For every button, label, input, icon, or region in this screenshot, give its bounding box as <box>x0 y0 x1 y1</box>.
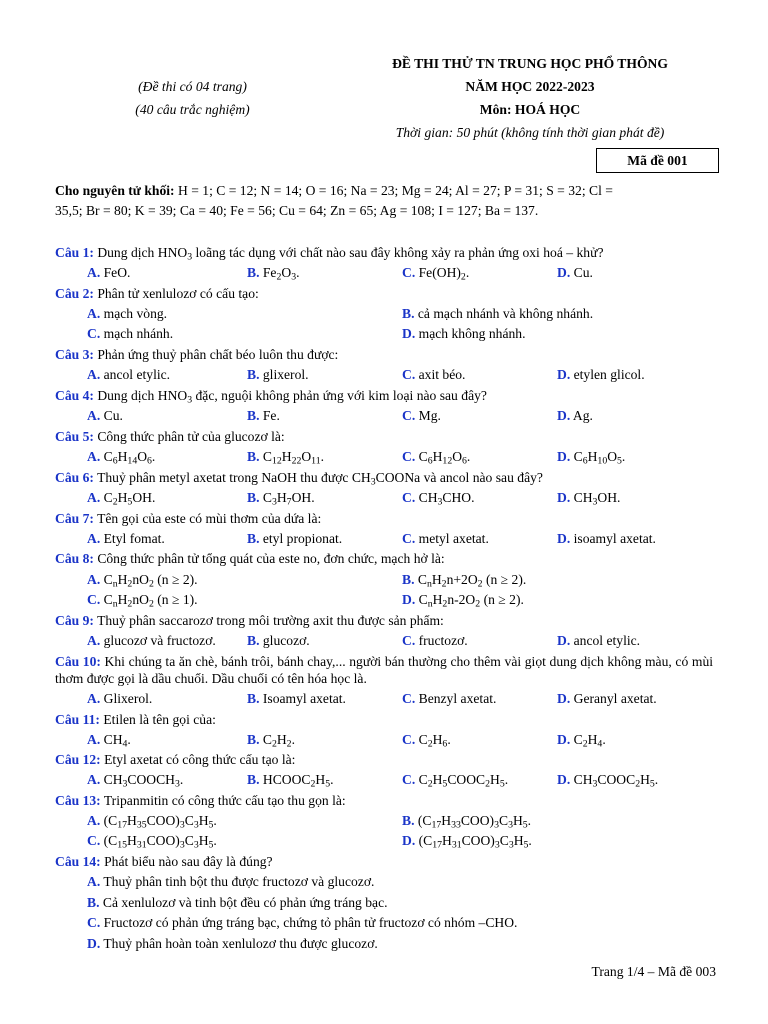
option-text: $CH_3COOCH_3$. <box>103 772 184 790</box>
option-letter: C. <box>402 531 416 546</box>
question-stem <box>55 711 715 728</box>
option-letter: C. <box>402 633 416 648</box>
answer-option[interactable] <box>402 489 475 506</box>
option-letter: C. <box>402 367 416 382</box>
option-letter: A. <box>87 772 101 787</box>
question-text: Thuỷ phân saccarozơ trong môi trường axit thu được sản phẩm: <box>97 613 444 628</box>
question-number: Câu 1: <box>55 245 94 260</box>
atomic-masses <box>55 181 715 221</box>
question-number: Câu 10: <box>55 654 101 669</box>
option-letter: D. <box>557 633 571 648</box>
option-text: mạch vòng. <box>103 306 168 321</box>
option-letter: B. <box>247 691 260 706</box>
question-number: Câu 12: <box>55 752 101 767</box>
option-letter: C. <box>402 408 416 423</box>
option-text: Cu. <box>573 265 593 280</box>
option-letter: A. <box>87 691 101 706</box>
answer-option[interactable] <box>247 632 310 649</box>
option-text: $C_6H_{10}O_5$. <box>573 449 626 467</box>
question-text: Phát biểu nào sau đây là đúng? <box>104 854 273 869</box>
answer-option[interactable] <box>402 325 526 342</box>
option-letter: A. <box>87 874 101 889</box>
answer-option[interactable] <box>87 571 198 588</box>
option-letter: A. <box>87 732 101 747</box>
option-text: $C_nH_2nO_2$ (n ≥ 1). <box>103 592 198 610</box>
option-text: axit béo. <box>418 367 466 382</box>
answer-option[interactable] <box>247 771 333 788</box>
exam-code-box: Mã đề 001 <box>596 148 719 173</box>
question-number: Câu 9: <box>55 613 94 628</box>
answer-option[interactable] <box>87 407 123 424</box>
option-letter: A. <box>87 265 101 280</box>
answer-option[interactable] <box>402 407 441 424</box>
option-text: $HCOOC_2H_5$. <box>262 772 334 790</box>
answer-option[interactable] <box>557 771 658 788</box>
option-text: Fructozơ có phản ứng tráng bạc, chứng tỏ phân tử fructozơ có nhóm –CHO. <box>103 915 518 930</box>
option-text: glucozơ. <box>262 633 310 648</box>
answer-option[interactable] <box>402 264 469 281</box>
option-letter: B. <box>87 895 100 910</box>
answer-option[interactable] <box>87 264 130 281</box>
answer-option[interactable] <box>87 731 131 748</box>
question-number: Câu 3: <box>55 347 94 362</box>
answer-option[interactable] <box>402 771 508 788</box>
option-text: Ag. <box>572 408 593 423</box>
option-text: fructozơ. <box>418 633 468 648</box>
subject: Môn: HOÁ HỌC <box>479 102 581 117</box>
option-text: $CH_3OH$. <box>573 490 621 508</box>
question-text: Phân tử xenlulozơ có cấu tạo: <box>97 286 259 301</box>
option-text: $C_2H_5COOC_2H_5$. <box>418 772 509 790</box>
option-letter: B. <box>247 531 260 546</box>
option-text: $(C_{17}H_{35}COO)_3C_3H_5$. <box>103 813 217 831</box>
question-number: Câu 13: <box>55 793 101 808</box>
answer-option[interactable] <box>247 731 295 748</box>
option-letter: A. <box>87 449 101 464</box>
question-text: Dung dịch $HNO_3$ đặc, nguội không phản ứng với kim loại nào sau đây? <box>97 388 487 406</box>
option-text: ancol etylic. <box>573 633 641 648</box>
option-letter: C. <box>402 691 416 706</box>
option-text: Fe. <box>262 408 280 423</box>
answer-option[interactable] <box>247 690 346 707</box>
answer-option[interactable] <box>87 530 165 547</box>
option-text: $(C_{15}H_{31}COO)_3C_3H_5$. <box>103 833 217 851</box>
option-letter: C. <box>402 772 416 787</box>
answer-option[interactable] <box>87 591 198 608</box>
question-stem <box>55 853 715 870</box>
option-letter: C. <box>402 265 416 280</box>
option-letter: D. <box>557 490 571 505</box>
option-text: Thuỷ phân tinh bột thu được fructozơ và glucozơ. <box>103 874 375 889</box>
option-letter: A. <box>87 408 101 423</box>
answer-option[interactable] <box>402 448 470 465</box>
question-text: Dung dịch $HNO_3$ loãng tác dụng với chất nào sau đây không xảy ra phản ứng oxi hoá – khử? <box>97 245 604 263</box>
question-stem <box>55 550 715 567</box>
option-text: $C_nH_2n-2O_2$ (n ≥ 2). <box>418 592 524 610</box>
option-letter: C. <box>402 449 416 464</box>
answer-option[interactable] <box>87 305 167 322</box>
option-letter: B. <box>247 367 260 382</box>
answer-option[interactable] <box>247 448 324 465</box>
option-letter: B. <box>247 490 260 505</box>
question-number: Câu 7: <box>55 511 94 526</box>
question-number: Câu 2: <box>55 286 94 301</box>
answer-option[interactable] <box>87 325 173 342</box>
answer-option[interactable] <box>557 530 656 547</box>
answer-option[interactable] <box>247 489 315 506</box>
question-text: Khi chúng ta ăn chè, bánh trôi, bánh chay,... người bán thường cho thêm vài giọt dung dịch không màu, có mùi thơm được gọi là dầu chuối. Dầu chuối có tên hóa học là. <box>55 654 714 686</box>
question-stem <box>55 428 715 445</box>
option-letter: B. <box>247 449 260 464</box>
answer-option[interactable] <box>557 489 620 506</box>
answer-option[interactable] <box>87 366 170 383</box>
question-stem <box>55 469 715 486</box>
option-text: mạch không nhánh. <box>418 326 526 341</box>
school-year: NĂM HỌC 2022-2023 <box>465 79 595 94</box>
answer-option[interactable] <box>557 366 645 383</box>
answer-option[interactable] <box>247 366 309 383</box>
question-stem <box>55 285 715 302</box>
question-text: Thuỷ phân metyl axetat trong NaOH thu được $CH_3COONa$ và ancol nào sau đây? <box>97 470 543 488</box>
option-letter: D. <box>557 367 571 382</box>
option-text: Mg. <box>418 408 441 423</box>
answer-option[interactable] <box>402 530 489 547</box>
option-letter: D. <box>402 833 416 848</box>
answer-option[interactable] <box>402 731 451 748</box>
option-text: $C_2H_6$. <box>418 732 451 750</box>
question-text: Tripanmitin có công thức cấu tạo thu gọn là: <box>103 793 346 808</box>
question-text: Tên gọi của este có mùi thơm của dứa là: <box>97 511 322 526</box>
option-text: $Fe_2O_3$. <box>262 265 300 283</box>
option-text: ancol etylic. <box>103 367 171 382</box>
exam-title: ĐỀ THI THỬ TN TRUNG HỌC PHỔ THÔNG <box>392 56 668 71</box>
question-number: Câu 8: <box>55 551 94 566</box>
option-letter: D. <box>557 772 571 787</box>
option-letter: C. <box>87 592 101 607</box>
answer-option[interactable] <box>402 571 526 588</box>
option-letter: A. <box>87 367 101 382</box>
option-text: $C_2H_5OH$. <box>103 490 156 508</box>
option-letter: B. <box>247 408 260 423</box>
question-stem <box>55 751 715 768</box>
option-text: glucozơ và fructozơ. <box>103 633 216 648</box>
answer-option[interactable] <box>402 591 524 608</box>
option-letter: D. <box>557 732 571 747</box>
option-text: Thuỷ phân hoàn toàn xenlulozơ thu được glucozơ. <box>103 936 378 951</box>
option-text: Etyl fomat. <box>103 531 165 546</box>
question-stem <box>55 653 713 687</box>
answer-option[interactable] <box>87 690 152 707</box>
answer-option[interactable] <box>247 530 342 547</box>
answer-option[interactable] <box>557 632 640 649</box>
answer-option[interactable] <box>557 407 593 424</box>
answer-option[interactable] <box>402 812 531 829</box>
option-text: $C_{12}H_{22}O_{11}$. <box>262 449 324 467</box>
option-letter: B. <box>247 732 260 747</box>
answer-option[interactable] <box>402 305 593 322</box>
option-text: $Fe(OH)_2$. <box>418 265 470 283</box>
option-text: metyl axetat. <box>418 531 489 546</box>
option-text: $(C_{17}H_{33}COO)_3C_3H_5$. <box>417 813 532 831</box>
question-stem <box>55 244 715 261</box>
answer-option[interactable] <box>557 690 657 707</box>
option-letter: D. <box>557 265 571 280</box>
answer-option[interactable] <box>557 264 593 281</box>
answer-option[interactable] <box>402 832 532 849</box>
option-text: cả mạch nhánh và không nhánh. <box>417 306 594 321</box>
option-letter: B. <box>402 813 415 828</box>
pages-note: (Đề thi có 04 trang) <box>138 79 247 94</box>
option-text: $CH_3CHO$. <box>418 490 475 508</box>
option-letter: A. <box>87 490 101 505</box>
option-text: $C_nH_2nO_2$ (n ≥ 2). <box>103 572 198 590</box>
option-letter: C. <box>402 732 416 747</box>
question-stem <box>55 387 715 404</box>
option-letter: A. <box>87 306 101 321</box>
option-text: glixerol. <box>262 367 309 382</box>
option-text: $C_nH_2n+2O_2$ (n ≥ 2). <box>417 572 527 590</box>
option-text: FeO. <box>103 265 131 280</box>
option-letter: C. <box>402 490 416 505</box>
option-letter: B. <box>402 572 415 587</box>
option-text: $C_2H_4$. <box>573 732 606 750</box>
option-letter: B. <box>247 772 260 787</box>
question-stem <box>55 346 715 363</box>
question-number: Câu 4: <box>55 388 94 403</box>
option-text: $C_3H_7OH$. <box>262 490 315 508</box>
option-letter: D. <box>557 408 571 423</box>
answer-option[interactable] <box>87 812 217 829</box>
option-text: Cu. <box>103 408 123 423</box>
answer-option[interactable] <box>247 264 299 281</box>
option-letter: A. <box>87 572 101 587</box>
option-letter: C. <box>87 915 101 930</box>
option-text: $(C_{17}H_{31}COO)_3C_3H_5$. <box>418 833 532 851</box>
option-letter: D. <box>87 936 101 951</box>
question-number: Câu 6: <box>55 470 94 485</box>
option-text: Glixerol. <box>103 691 153 706</box>
option-letter: B. <box>247 633 260 648</box>
option-text: Benzyl axetat. <box>418 691 497 706</box>
option-letter: C. <box>87 833 101 848</box>
option-text: isoamyl axetat. <box>573 531 656 546</box>
answer-option[interactable] <box>87 632 216 649</box>
option-letter: A. <box>87 633 101 648</box>
question-text: Etyl axetat có công thức cấu tạo là: <box>104 752 296 767</box>
option-text: $C_6H_{12}O_6$. <box>418 449 471 467</box>
option-text: $C_2H_2$. <box>262 732 295 750</box>
option-text: etylen glicol. <box>573 367 645 382</box>
option-letter: B. <box>402 306 415 321</box>
option-letter: B. <box>247 265 260 280</box>
atomic-label: Cho nguyên tử khối: <box>55 183 175 198</box>
answer-option[interactable] <box>87 771 183 788</box>
answer-option[interactable] <box>402 690 496 707</box>
question-stem <box>55 792 715 809</box>
answer-option[interactable] <box>402 632 468 649</box>
answer-option[interactable] <box>557 731 606 748</box>
answer-option[interactable] <box>87 489 155 506</box>
answer-option[interactable] <box>87 448 155 465</box>
option-text: Geranyl axetat. <box>573 691 657 706</box>
question-number: Câu 11: <box>55 712 100 727</box>
answer-option[interactable] <box>87 914 517 931</box>
answer-option[interactable] <box>87 894 388 911</box>
question-stem <box>55 510 715 527</box>
option-letter: C. <box>87 326 101 341</box>
option-letter: D. <box>402 326 416 341</box>
question-number: Câu 5: <box>55 429 94 444</box>
page-footer: Trang 1/4 – Mã đề 003 <box>591 964 716 979</box>
option-text: $CH_4$. <box>103 732 131 750</box>
answer-option[interactable] <box>557 448 625 465</box>
option-text: $CH_3COOC_2H_5$. <box>573 772 659 790</box>
question-text: Phản ứng thuỷ phân chất béo luôn thu được: <box>97 347 339 362</box>
answer-option[interactable] <box>247 407 280 424</box>
option-text: Cả xenlulozơ và tinh bột đều có phản ứng tráng bạc. <box>102 895 388 910</box>
questions-note: (40 câu trắc nghiệm) <box>135 102 250 117</box>
question-number: Câu 14: <box>55 854 101 869</box>
answer-option[interactable] <box>87 873 374 890</box>
question-text: Etilen là tên gọi của: <box>103 712 216 727</box>
answer-option[interactable] <box>87 935 378 952</box>
atomic-line-1: H = 1; C = 12; N = 14; O = 16; Na = 23; Mg = 24; Al = 27; P = 31; S = 32; Cl = <box>174 183 613 198</box>
option-letter: D. <box>402 592 416 607</box>
option-text: mạch nhánh. <box>103 326 174 341</box>
option-letter: A. <box>87 813 101 828</box>
answer-option[interactable] <box>87 832 217 849</box>
atomic-line-2: 35,5; Br = 80; K = 39; Ca = 40; Fe = 56; Cu = 64; Zn = 65; Ag = 108; I = 127; Ba = 137. <box>55 203 539 218</box>
option-letter: D. <box>557 691 571 706</box>
exam-time: Thời gian: 50 phút (không tính thời gian phát đề) <box>395 125 665 140</box>
option-letter: D. <box>557 449 571 464</box>
option-letter: D. <box>557 531 571 546</box>
question-text: Công thức phân tử tổng quát của este no, đơn chức, mạch hở là: <box>97 551 445 566</box>
option-text: Isoamyl axetat. <box>262 691 346 706</box>
option-letter: A. <box>87 531 101 546</box>
answer-option[interactable] <box>402 366 465 383</box>
question-stem <box>55 612 715 629</box>
question-text: Công thức phân tử của glucozơ là: <box>97 429 285 444</box>
option-text: $C_6H_{14}O_6$. <box>103 449 156 467</box>
option-text: etyl propionat. <box>262 531 343 546</box>
